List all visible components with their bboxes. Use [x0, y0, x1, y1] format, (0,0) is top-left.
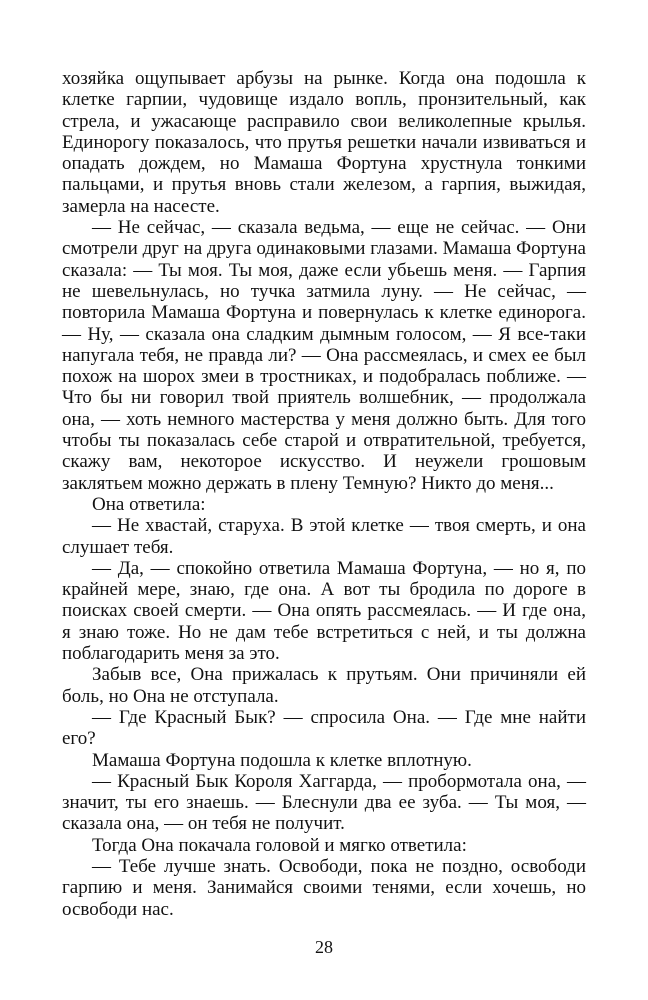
paragraph: — Не сейчас, — сказала ведьма, — еще не сейчас. — Они смотрели друг на друга одинаковыми глазами. Мамаша Фортуна сказала: — Ты моя. Ты моя, даже если убьешь меня. — Гарпия не шевельнулась, но тучка затмила луну. — Не сейчас, — повторила Мамаша Фортуна и повернулась к клетке единорога. — Ну, — сказала она сладким дымным голосом, — Я все-таки напугала тебя, не правда ли? — Она рассмеялась, и смех ее был похож на шорох змеи в тростниках, и подобралась поближе. — Что бы ни говорил твой приятель волшебник, — продолжала она, — хоть немного мастерства у меня должно быть. Для того чтобы ты показалась себе старой и отвратительной, требуется, скажу вам, некоторое искусство. И неужели грошовым заклятьем можно держать в плену Темную? Никто до меня... — [62, 217, 586, 494]
paragraph: Тогда Она покачала головой и мягко ответила: — [92, 834, 467, 856]
paragraph: Мамаша Фортуна подошла к клетке вплотную. — [92, 749, 472, 771]
paragraph: — Да, — спокойно ответила Мамаша Фортуна, — но я, по крайней мере, знаю, где она. А вот ты бродила по дороге в поисках своей смерти. — Она опять рассмеялась. — И где она, я знаю тоже. Но не дам тебе встретиться с ней, и ты должна поблагодарить меня за это. — [62, 557, 586, 665]
paragraph: — Тебе лучше знать. Освободи, пока не поздно, освободи гарпию и меня. Занимайся своими тенями, если хочешь, но освободи нас. — [62, 855, 586, 920]
paragraph: хозяйка ощупывает арбузы на рынке. Когда она подошла к клетке гарпии, чудовище издало вопль, пронзительный, как стрела, и ужасающе расправило свои великолепные крылья. Единорогу показалось, что прутья решетки начали извиваться и опадать дождем, но Мамаша Фортуна хрустнула тонкими пальцами, и прутья вновь стали железом, а гарпия, выжидая, замерла на насесте. — [62, 68, 586, 217]
paragraph: — Не хвастай, старуха. В этой клетке — твоя смерть, и она слушает тебя. — [62, 515, 586, 558]
paragraph: — Где Красный Бык? — спросила Она. — Где мне найти его? — [62, 706, 586, 750]
page-number: 28 — [315, 937, 333, 957]
page-text-block — [62, 68, 586, 920]
paragraph: Она ответила: — [92, 493, 206, 515]
paragraph: — Красный Бык Короля Хаггарда, — пробормотала она, — значит, ты его знаешь. — Блеснули два ее зуба. — Ты моя, — сказала она, — он тебя не получит. — [62, 770, 586, 835]
paragraph: Забыв все, Она прижалась к прутьям. Они причиняли ей боль, но Она не отступала. — [62, 664, 586, 707]
